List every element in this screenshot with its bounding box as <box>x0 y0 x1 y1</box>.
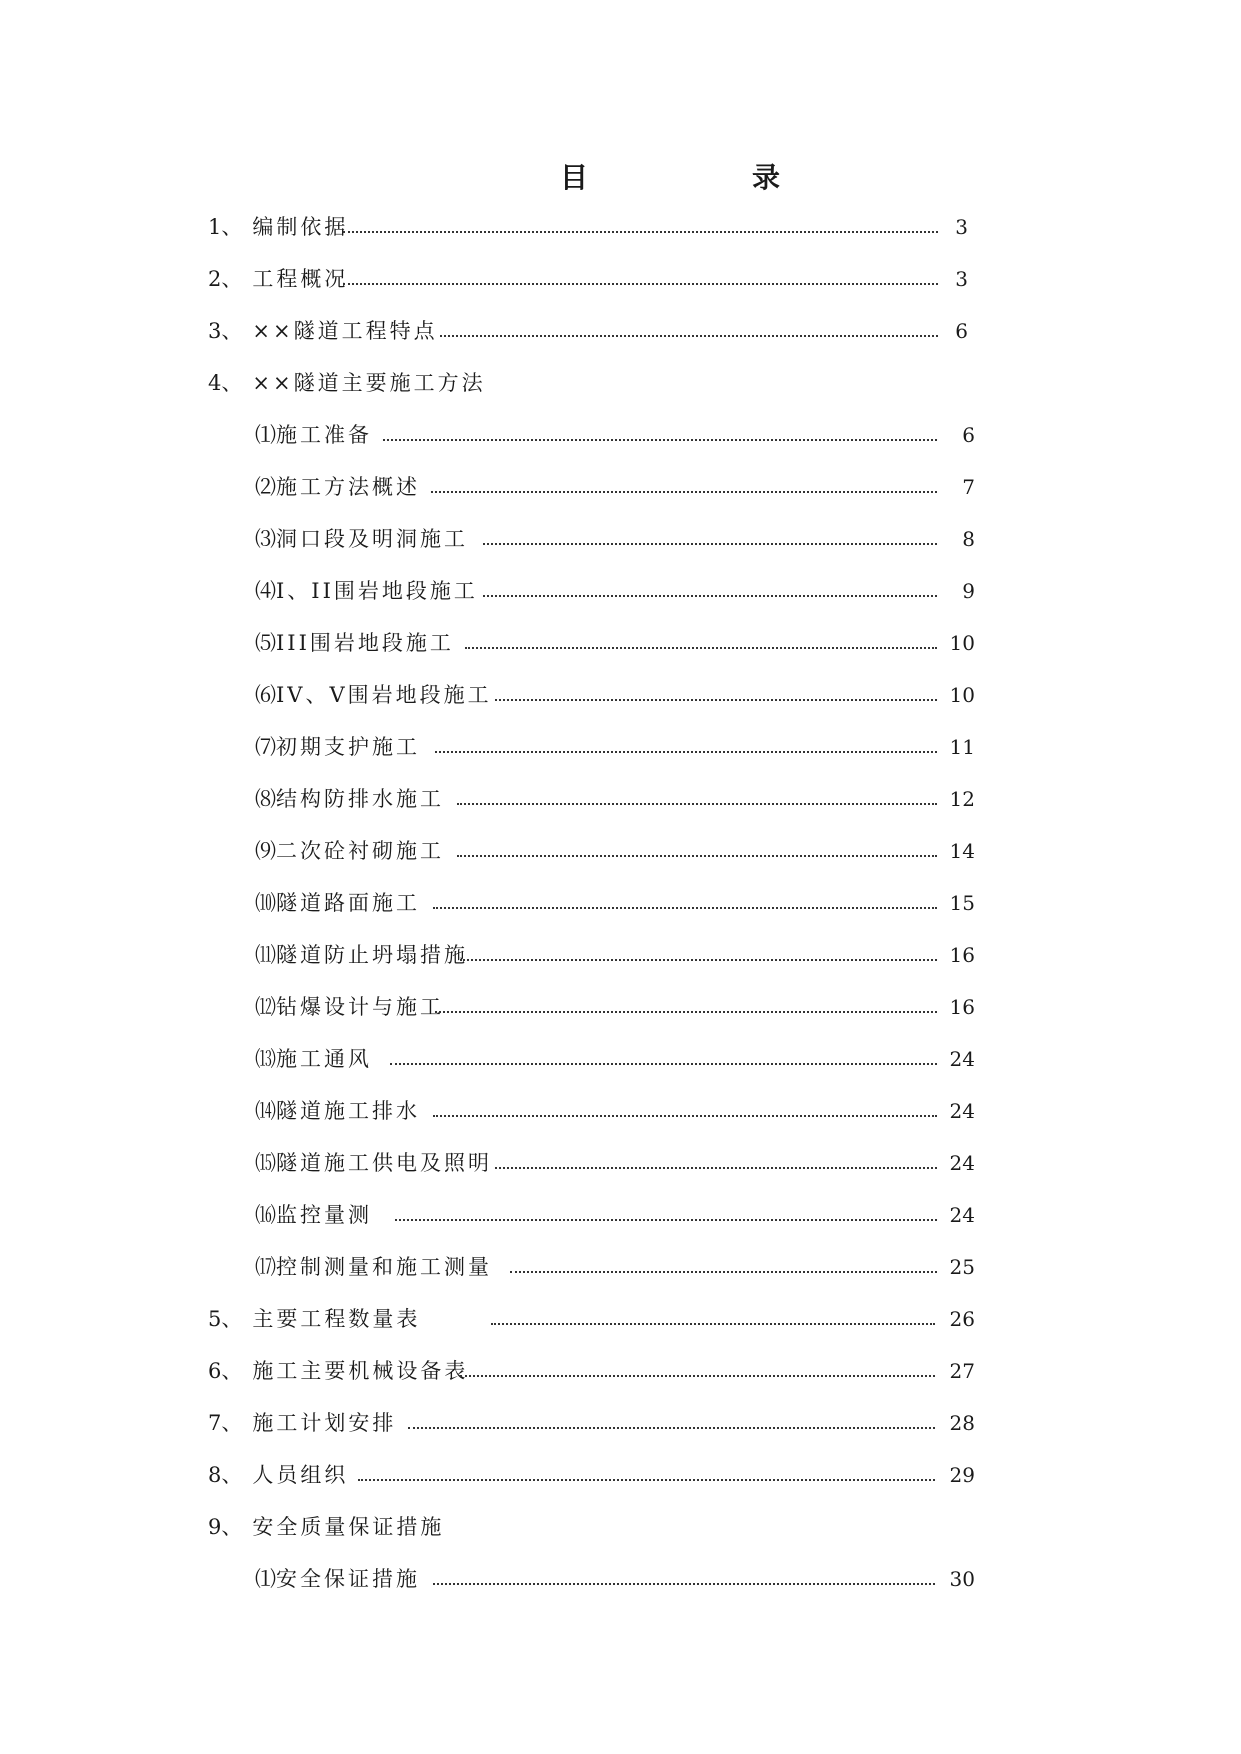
dot-leader <box>465 647 937 649</box>
toc-entry-label: 监控量测 <box>276 1203 372 1227</box>
dot-leader <box>435 751 937 753</box>
dot-leader <box>483 595 937 597</box>
toc-entry-label: 隧道路面施工 <box>276 891 420 915</box>
toc-entry[interactable] <box>208 264 968 294</box>
toc-entry-page: 25 <box>949 1255 975 1279</box>
toc-entry-number: 6、 <box>208 1359 243 1383</box>
toc-subentry[interactable] <box>255 784 975 814</box>
toc-entry-page: 29 <box>949 1463 975 1487</box>
toc-entry-label: 隧道施工排水 <box>276 1099 420 1123</box>
toc-entry-page: 14 <box>949 839 975 863</box>
dot-leader <box>433 1583 935 1585</box>
toc-subentry[interactable] <box>255 472 975 502</box>
toc-entry-number: ⑹ <box>255 683 276 707</box>
toc-entry-number: ⒀ <box>255 1047 276 1071</box>
toc-entry[interactable] <box>208 1304 975 1334</box>
toc-entry[interactable] <box>208 1460 975 1490</box>
toc-entry[interactable] <box>208 368 968 398</box>
toc-entry-page: 24 <box>949 1203 975 1227</box>
toc-entry-label: 钻爆设计与施工 <box>276 995 444 1019</box>
toc-entry-page: 16 <box>949 995 975 1019</box>
toc-entry-label: 主要工程数量表 <box>252 1307 421 1331</box>
toc-subentry[interactable] <box>255 732 975 762</box>
toc-entry-number: 9、 <box>208 1515 243 1539</box>
toc-entry-label: 隧道防止坍塌措施 <box>276 943 468 967</box>
dot-leader <box>495 1167 937 1169</box>
toc-subentry[interactable] <box>255 888 975 918</box>
dot-leader <box>510 1271 937 1273</box>
dot-leader <box>460 959 937 961</box>
toc-entry-page: 7 <box>962 475 975 499</box>
toc-entry-number: 2、 <box>208 267 243 291</box>
toc-entry-page: 26 <box>949 1307 975 1331</box>
toc-entry-page: 24 <box>949 1099 975 1123</box>
toc-title-char-1: 目 <box>560 161 589 194</box>
toc-entry-number: 4、 <box>208 371 243 395</box>
toc-entry-page: 27 <box>949 1359 975 1383</box>
toc-subentry[interactable] <box>255 420 975 450</box>
toc-entry-number: ⑼ <box>255 839 276 863</box>
toc-entry-page: 6 <box>955 319 968 343</box>
dot-leader <box>390 1063 937 1065</box>
toc-entry-number: ⒂ <box>255 1151 276 1175</box>
toc-entry-label: ××隧道工程特点 <box>252 319 438 343</box>
toc-entry-number: ⒄ <box>255 1255 276 1279</box>
toc-entry[interactable] <box>208 1356 975 1386</box>
toc-entry[interactable] <box>208 212 968 242</box>
dot-leader <box>460 1375 935 1377</box>
dot-leader <box>433 1115 937 1117</box>
toc-entry-page: 15 <box>949 891 975 915</box>
dot-leader <box>483 543 937 545</box>
toc-entry-label: 结构防排水施工 <box>276 787 444 811</box>
dot-leader <box>343 231 938 233</box>
toc-subentry[interactable] <box>255 1096 975 1126</box>
dot-leader <box>440 335 938 337</box>
dot-leader <box>457 803 937 805</box>
toc-title <box>560 156 780 196</box>
toc-entry-number: ⑾ <box>255 943 276 967</box>
dot-leader <box>358 1479 935 1481</box>
dot-leader <box>343 283 938 285</box>
toc-entry-number: 1、 <box>208 215 243 239</box>
toc-entry-label: III围岩地段施工 <box>276 631 454 655</box>
toc-entry-number: ⑿ <box>255 995 276 1019</box>
toc-entry-label: 工程概况 <box>252 267 349 291</box>
toc-entry-label: 二次砼衬砌施工 <box>276 839 444 863</box>
toc-entry-label: 安全质量保证措施 <box>252 1515 445 1539</box>
toc-entry-number: 3、 <box>208 319 243 343</box>
toc-entry-label: I、II围岩地段施工 <box>276 579 478 603</box>
toc-entry-label: 施工通风 <box>276 1047 372 1071</box>
toc-subentry[interactable] <box>255 524 975 554</box>
toc-entry-number: ⑸ <box>255 631 276 655</box>
toc-subentry[interactable] <box>255 628 975 658</box>
toc-entry-number: 7、 <box>208 1411 243 1435</box>
toc-entry-page: 11 <box>949 735 975 759</box>
toc-entry-label: 施工方法概述 <box>276 475 420 499</box>
dot-leader <box>435 1011 937 1013</box>
toc-entry-page: 8 <box>962 527 975 551</box>
toc-entry-label: 施工主要机械设备表 <box>252 1359 469 1383</box>
dot-leader <box>395 1219 937 1221</box>
toc-subentry[interactable] <box>255 940 975 970</box>
toc-subentry[interactable] <box>255 1044 975 1074</box>
dot-leader <box>408 1427 935 1429</box>
toc-subentry[interactable] <box>255 992 975 1022</box>
toc-subentry[interactable] <box>255 1252 975 1282</box>
toc-entry-page: 24 <box>949 1047 975 1071</box>
toc-entry-number: 5、 <box>208 1307 243 1331</box>
dot-leader <box>495 699 937 701</box>
toc-entry-number: ⑴ <box>255 423 276 447</box>
dot-leader <box>433 907 937 909</box>
toc-entry-page: 6 <box>962 423 975 447</box>
toc-subentry[interactable] <box>255 576 975 606</box>
toc-subentry[interactable] <box>255 836 975 866</box>
toc-entry-number: ⒁ <box>255 1099 276 1123</box>
toc-entry-page: 24 <box>949 1151 975 1175</box>
toc-subentry[interactable] <box>255 1200 975 1230</box>
toc-title-char-2: 录 <box>751 161 780 194</box>
toc-entry-number: ⑶ <box>255 527 276 551</box>
toc-entry-label: 人员组织 <box>252 1463 349 1487</box>
toc-entry[interactable] <box>208 1408 975 1438</box>
toc-entry-label: 施工准备 <box>276 423 372 447</box>
dot-leader <box>383 439 937 441</box>
toc-entry-page: 30 <box>949 1567 975 1591</box>
toc-entry-page: 16 <box>949 943 975 967</box>
toc-subentry[interactable] <box>255 680 975 710</box>
toc-entry-number: 8、 <box>208 1463 243 1487</box>
toc-entry-label: 施工计划安排 <box>252 1411 397 1435</box>
toc-entry-label: 初期支护施工 <box>276 735 420 759</box>
toc-entry-label: 控制测量和施工测量 <box>276 1255 492 1279</box>
toc-entry-page: 9 <box>962 579 975 603</box>
toc-entry-page: 12 <box>949 787 975 811</box>
toc-entry-label: 洞口段及明洞施工 <box>276 527 468 551</box>
toc-entry-label: ××隧道主要施工方法 <box>252 371 486 395</box>
toc-subentry[interactable] <box>255 1148 975 1178</box>
toc-entry-page: 10 <box>949 683 975 707</box>
toc-entry-page: 28 <box>949 1411 975 1435</box>
dot-leader <box>457 855 937 857</box>
toc-entry-label: 隧道施工供电及照明 <box>276 1151 492 1175</box>
toc-entry-label: IV、V围岩地段施工 <box>276 683 492 707</box>
toc-entry-page: 10 <box>949 631 975 655</box>
toc-entry-number: ⑴ <box>255 1567 276 1591</box>
toc-entry-number: ⑷ <box>255 579 276 603</box>
toc-entry-number: ⑵ <box>255 475 276 499</box>
toc-entry-page: 3 <box>955 215 968 239</box>
toc-subentry[interactable] <box>255 1564 975 1594</box>
toc-entry-label: 编制依据 <box>252 215 349 239</box>
toc-entry-number: ⒃ <box>255 1203 276 1227</box>
dot-leader <box>491 1323 935 1325</box>
toc-entry-number: ⑽ <box>255 891 276 915</box>
toc-entry[interactable] <box>208 316 968 346</box>
toc-entry-label: 安全保证措施 <box>276 1567 420 1591</box>
toc-entry[interactable] <box>208 1512 975 1542</box>
toc-entry-page: 3 <box>955 267 968 291</box>
dot-leader <box>431 491 937 493</box>
toc-entry-number: ⑻ <box>255 787 276 811</box>
toc-entry-number: ⑺ <box>255 735 276 759</box>
